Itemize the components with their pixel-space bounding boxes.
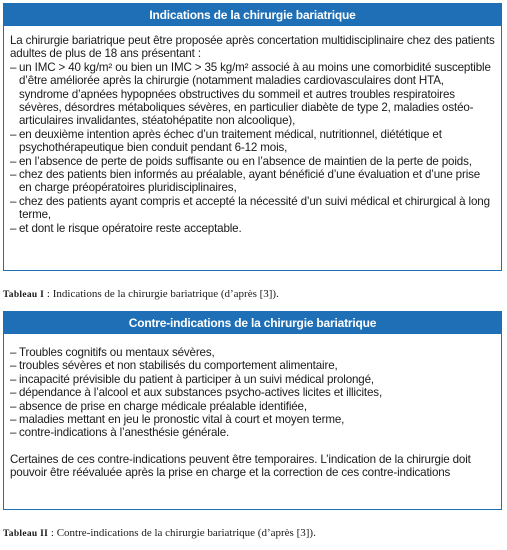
contraindications-header: Contre-indications de la chirurgie bariatrique (4, 312, 501, 334)
list-item: – un IMC > 40 kg/m² ou bien un IMC > 35 kg/m² associé à au moins une comorbidité susceptible d’être améliorée après la chirurgie (notamment maladies cardiovasculaires dont HTA, syndrome d’apnées hypopnées obstructives du sommeil et autres troubles respiratoires sévères, désordres métaboliques sévères, en particulier diabète de type 2, maladies ostéo-articulaires invalidantes, stéatohépatite non alcoolique), (10, 60, 491, 128)
contraindications-list (10, 346, 495, 440)
list-item: – dépendance à l’alcool et aux substances psycho-actives licites et illicites, (10, 386, 383, 400)
list-item: – absence de prise en charge médicale préalable identifiée, (10, 399, 307, 413)
table2-caption-label: Tableau II (3, 529, 49, 539)
indications-list (10, 61, 495, 235)
list-item: – troubles sévères et non stabilisés du comportement alimentaire, (10, 359, 338, 373)
list-item: – chez des patients bien informés au préalable, ayant bénéficié d’une évaluation et d’une prise en charge préopératoires pluridisciplinaires, (10, 168, 481, 195)
indications-header: Indications de la chirurgie bariatrique (4, 4, 501, 26)
table1-caption-label: Tableau I (3, 290, 45, 300)
list-item: – chez des patients ayant compris et accepté la nécessité d’un suivi médical et chirurgical à long terme, (10, 194, 490, 222)
list-item: – en deuxième intention après échec d’un traitement médical, nutritionnel, diététique et psychothérapeutique bien conduit pendant 6-12 mois, (10, 127, 442, 155)
table2-caption (3, 527, 316, 539)
list-item: – Troubles cognitifs ou mentaux sévères, (10, 346, 215, 359)
table2-caption-text: : Contre-indications de la chirurgie bariatrique (d’après [3]). (48, 527, 316, 539)
list-item: – en l’absence de perte de poids suffisante ou en l’absence de maintien de la perte de poids, (10, 154, 472, 168)
contraindications-note: Certaines de ces contre-indications peuvent être temporaires. L’indication de la chirurgie doit pouvoir être réévaluée après la prise en charge et la correction de ces contre-indications (10, 452, 471, 480)
list-item: – incapacité prévisible du patient à participer à un suivi médical prolongé, (10, 372, 374, 386)
table1-caption-text: : Indications de la chirurgie bariatrique (d’après [3]). (44, 288, 279, 300)
indications-body (10, 34, 495, 235)
contraindications-table (3, 311, 502, 510)
list-item: – et dont le risque opératoire reste acceptable. (10, 221, 242, 235)
table1-caption (3, 288, 279, 300)
list-item: – maladies mettant en jeu le pronostic vital à court et moyen terme, (10, 413, 345, 427)
indications-intro: La chirurgie bariatrique peut être proposée après concertation multidisciplinaire chez des patients adultes de plus de 18 ans présentant : (10, 34, 495, 61)
contraindications-body (10, 346, 495, 491)
list-item: – contre-indications à l’anesthésie générale. (10, 426, 230, 440)
indications-table (3, 3, 502, 271)
